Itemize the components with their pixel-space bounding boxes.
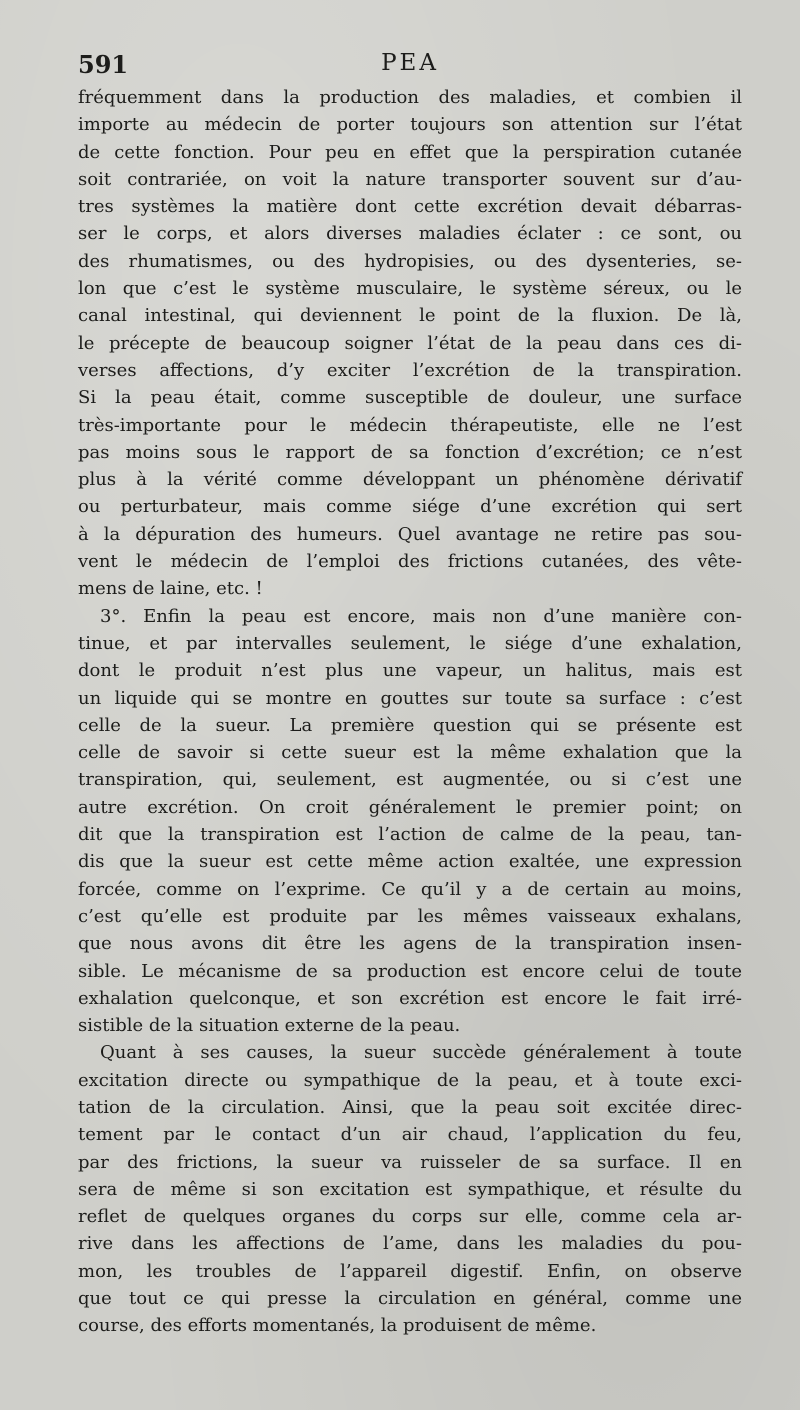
text-line: canal intestinal, qui deviennent le point de la fluxion. De là,: [78, 305, 742, 327]
text-line: dont le produit n’est plus une vapeur, un halitus, mais est: [78, 660, 742, 682]
text-line: excitation directe ou sympathique de la peau, et à toute exci-: [78, 1069, 742, 1091]
text-line: tation de la circulation. Ainsi, que la peau soit excitée direc-: [78, 1096, 742, 1118]
text-line: pas moins sous le rapport de sa fonction d’excrétion; ce n’est: [78, 441, 742, 463]
running-head: PEA: [381, 50, 439, 76]
text-line: forcée, comme on l’exprime. Ce qu’il y a de certain au moins,: [78, 878, 742, 900]
text-line: celle de la sueur. La première question qui se présente est: [78, 714, 742, 736]
text-line: très-importante pour le médecin thérapeutiste, elle ne l’est: [78, 414, 742, 436]
text-line: plus à la vérité comme développant un phénomène dérivatif: [78, 469, 742, 491]
text-line: des rhumatismes, ou des hydropisies, ou des dysenteries, se-: [78, 250, 742, 272]
text-line: de cette fonction. Pour peu en effet que la perspiration cutanée: [78, 141, 742, 163]
text-line: c’est qu’elle est produite par les mêmes vaisseaux exhalans,: [78, 905, 742, 927]
text-line: sera de même si son excitation est sympathique, et résulte du: [78, 1178, 742, 1200]
text-line: autre excrétion. On croit généralement le premier point; on: [78, 796, 742, 818]
text-line: ou perturbateur, mais comme siége d’une excrétion qui sert: [78, 496, 742, 518]
text-line: mens de laine, etc. !: [78, 578, 263, 600]
text-line: tement par le contact d’un air chaud, l’application du feu,: [78, 1124, 742, 1146]
text-line: vent le médecin de l’emploi des frictions cutanées, des vête-: [78, 551, 742, 573]
text-line: ser le corps, et alors diverses maladies éclater : ce sont, ou: [78, 223, 742, 245]
text-line: sistible de la situation externe de la peau.: [78, 1015, 461, 1037]
text-line: mon, les troubles de l’appareil digestif. Enfin, on observe: [78, 1260, 742, 1282]
page-header: [78, 50, 742, 80]
text-line: que nous avons dit être les agens de la transpiration insen-: [78, 933, 742, 955]
text-line: lon que c’est le système musculaire, le système séreux, ou le: [78, 278, 742, 300]
text-line: reflet de quelques organes du corps sur elle, comme cela ar-: [78, 1206, 742, 1228]
text-line: verses affections, d’y exciter l’excrétion de la transpiration.: [78, 359, 742, 381]
text-line: tres systèmes la matière dont cette excrétion devait débarras-: [78, 196, 742, 218]
text-line: transpiration, qui, seulement, est augmentée, ou si c’est une: [78, 769, 742, 791]
text-line: Si la peau était, comme susceptible de douleur, une surface: [78, 387, 742, 409]
text-line: un liquide qui se montre en gouttes sur toute sa surface : c’est: [78, 687, 742, 709]
text-line: à la dépuration des humeurs. Quel avantage ne retire pas sou-: [78, 523, 742, 545]
text-line: soit contrariée, on voit la nature transporter souvent sur d’au-: [78, 168, 742, 190]
text-line: exhalation quelconque, et son excrétion est encore le fait irré-: [78, 987, 742, 1009]
text-line: 3°. Enfin la peau est encore, mais non d’une manière con-: [100, 605, 742, 627]
text-line: dit que la transpiration est l’action de calme de la peau, tan-: [78, 824, 742, 846]
text-line: que tout ce qui presse la circulation en général, comme une: [78, 1288, 742, 1310]
text-line: dis que la sueur est cette même action exaltée, une expression: [78, 851, 742, 873]
text-line: tinue, et par intervalles seulement, le siége d’une exhalation,: [78, 632, 742, 654]
text-line: celle de savoir si cette sueur est la même exhalation que la: [78, 742, 742, 764]
text-line: importe au médecin de porter toujours son attention sur l’état: [78, 114, 742, 136]
text-line: rive dans les affections de l’ame, dans les maladies du pou-: [78, 1233, 742, 1255]
page-number: 591: [78, 50, 129, 79]
body-text: [78, 84, 742, 1340]
text-line: par des frictions, la sueur va ruisseler de sa surface. Il en: [78, 1151, 742, 1173]
text-line: le précepte de beaucoup soigner l’état de la peau dans ces di-: [78, 332, 742, 354]
text-line: Quant à ses causes, la sueur succède généralement à toute: [100, 1042, 742, 1064]
text-line: fréquemment dans la production des maladies, et combien il: [78, 87, 742, 108]
text-line: course, des efforts momentanés, la produisent de même.: [78, 1315, 597, 1337]
text-line: sible. Le mécanisme de sa production est encore celui de toute: [78, 960, 742, 982]
